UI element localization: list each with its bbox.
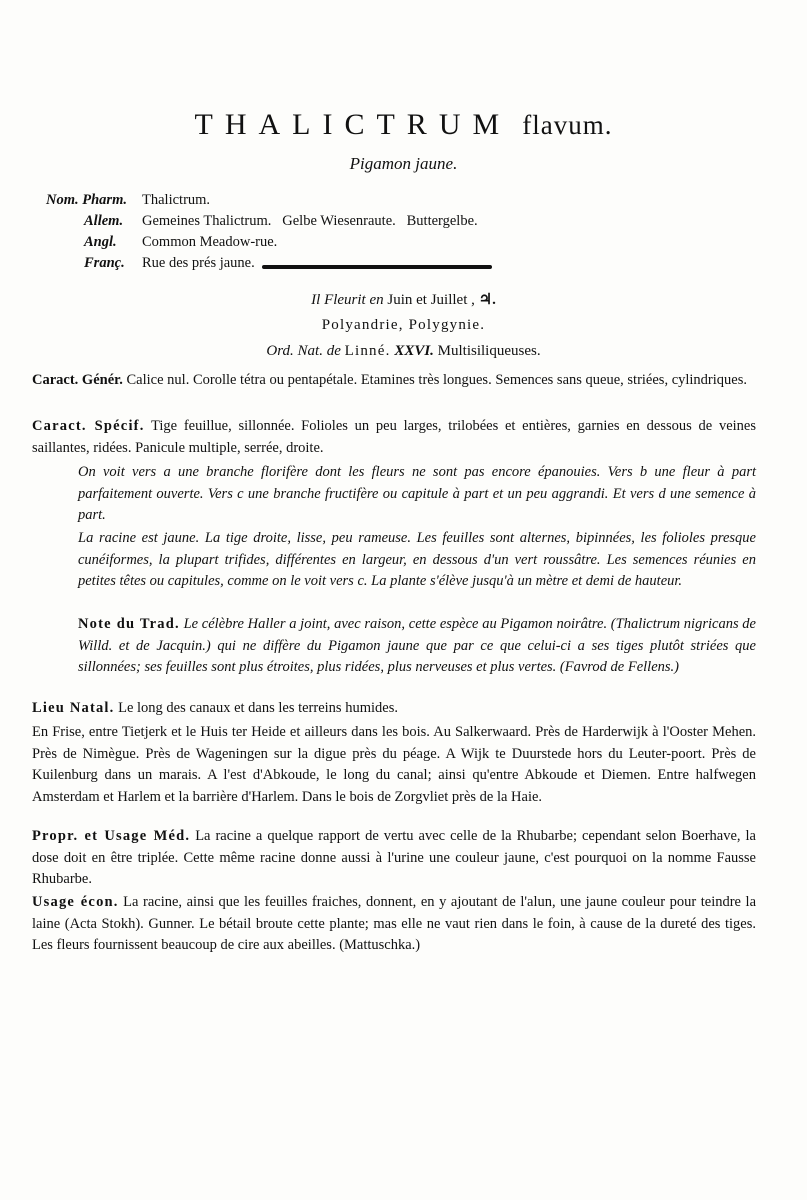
name-label: Franç. bbox=[84, 255, 125, 271]
name-label: Angl. bbox=[84, 234, 117, 250]
name-label: Nom. Pharm. bbox=[46, 192, 127, 208]
section-label: Propr. et Usage Méd. bbox=[32, 828, 191, 844]
name-value: Common Meadow-rue. bbox=[142, 234, 278, 250]
name-value: Gemeines Thalictrum. Gelbe Wiesenraute. Buttergelbe. bbox=[142, 213, 478, 229]
paragraph-caract-specif bbox=[32, 416, 756, 459]
divider-rule bbox=[262, 265, 492, 269]
name-row-pharm bbox=[46, 190, 478, 211]
section-text: La racine, ainsi que les feuilles fraiches, donnent, en y ajoutant de l'alun, une jaune couleur pour teindre la laine (Acta Stokh). Gunner. Le bétail broute cette plante; mas elle ne vaut rien dans le foin, à cause de la dureté des tiges. Les fleurs fournissent beaucoup de cire aux abeilles. (Mattuschka.) bbox=[32, 894, 757, 953]
paragraph-figure-note: On voit vers a une branche florifère dont les fleurs ne sont pas encore épanouies. Vers b une fleur à part parfaitement ouverte. Vers c une branche fructifère ou capitule à part et un peu aggrandi. Et vers d une semence à part. bbox=[78, 464, 756, 523]
flowering-months: Juin et Juillet , bbox=[387, 292, 475, 308]
paragraph-translator-note bbox=[78, 614, 756, 679]
section-text: Tige feuillue, sillonnée. Folioles un peu larges, trilobées et entières, garnies en dessous de veines saillantes, ridées. Panicule multiple, serrée, droite. bbox=[32, 418, 756, 456]
section-text: La racine a quelque rapport de vertu avec celle de la Rhubarbe; cependant selon Boerhave, la dose doit en être triplée. Cette même racine donne aussi à l'urine une couleur jaune, c'est pourquoi on la nomme Fausse Rhubarbe. bbox=[32, 828, 756, 887]
classification-line: Polyandrie, Polygynie. bbox=[321, 317, 486, 333]
genus-name: THALICTRUM bbox=[194, 108, 512, 141]
order-number: XXVI. bbox=[394, 343, 434, 359]
section-label: Note du Trad. bbox=[78, 616, 180, 632]
paragraph-medical-use bbox=[32, 826, 756, 891]
paragraph-lieu-natal bbox=[32, 698, 756, 720]
name-value: Thalictrum. bbox=[142, 192, 211, 208]
section-label: Caract. Génér. bbox=[32, 372, 123, 388]
order-name: Multisiliqueuses. bbox=[437, 343, 541, 359]
name-label: Allem. bbox=[84, 213, 124, 229]
order-author: Linné. bbox=[344, 343, 391, 359]
perennial-symbol: ♃. bbox=[478, 292, 496, 308]
section-text: Calice nul. Corolle tétra ou pentapétale. Etamines très longues. Semences sans queue, striées, cylindriques. bbox=[126, 372, 747, 388]
name-row-angl bbox=[46, 232, 478, 253]
paragraph-economic-use bbox=[32, 892, 756, 957]
section-label: Usage écon. bbox=[32, 894, 119, 910]
name-value: Rue des prés jaune. bbox=[142, 255, 255, 271]
vernacular-names bbox=[46, 190, 478, 274]
paragraph-localities: En Frise, entre Tietjerk et le Huis ter Heide et ailleurs dans les bois. Au Salkerwaard. Près de Harderwijk à l'Ooster Mehen. Près de Nimègue. Près de Wageningen sur la digue près du péage. A Wijk te Duurstede hors du Leuter-poort. Près de Kuilenburg dans un marais. A l'est d'Abkoude, le long du canal; ainsi qu'entre Abkoude et Diemen. Entre halfwegen Amsterdam et Harlem et la barrière d'Harlem. Dans le bois de Zorgvliet près de la Haie. bbox=[32, 724, 756, 805]
species-name: flavum. bbox=[522, 110, 613, 140]
order-line bbox=[0, 343, 807, 360]
page-title bbox=[0, 108, 807, 142]
name-row-franc bbox=[46, 253, 478, 274]
section-label: Lieu Natal. bbox=[32, 700, 115, 716]
paragraph-caract-gener bbox=[32, 370, 756, 392]
flowering-prefix: Il Fleurit en bbox=[311, 292, 384, 308]
section-label: Caract. Spécif. bbox=[32, 418, 145, 434]
flowering-line bbox=[0, 290, 807, 309]
section-text: Le long des canaux et dans les terreins humides. bbox=[118, 700, 398, 716]
french-name: Pigamon jaune. bbox=[349, 154, 458, 173]
section-text: Le célèbre Haller a joint, avec raison, cette espèce au Pigamon noirâtre. (Thalictrum nigricans de Willd. et de Jacquin.) qui ne diffère du Pigamon jaune que par ce que celui-ci a ses tiges plutôt striées que sillonnées; ses feuilles sont plus étroites, plus ridées, plus nerveuses et plus vertes. (Favrod de Fellens.) bbox=[78, 616, 756, 675]
paragraph-description: La racine est jaune. La tige droite, lisse, peu rameuse. Les feuilles sont alternes, bipinnées, les folioles presque cunéiformes, la plupart trifides, différentes en largeur, en dessous d'un vert roussâtre. Les semences réunies en petites têtes ou capitules, comme on le voit vers c. La plante s'élève jusqu'à un mètre et demi de hauteur. bbox=[78, 530, 756, 589]
order-prefix: Ord. Nat. de bbox=[266, 343, 341, 359]
name-row-allem bbox=[46, 211, 478, 232]
